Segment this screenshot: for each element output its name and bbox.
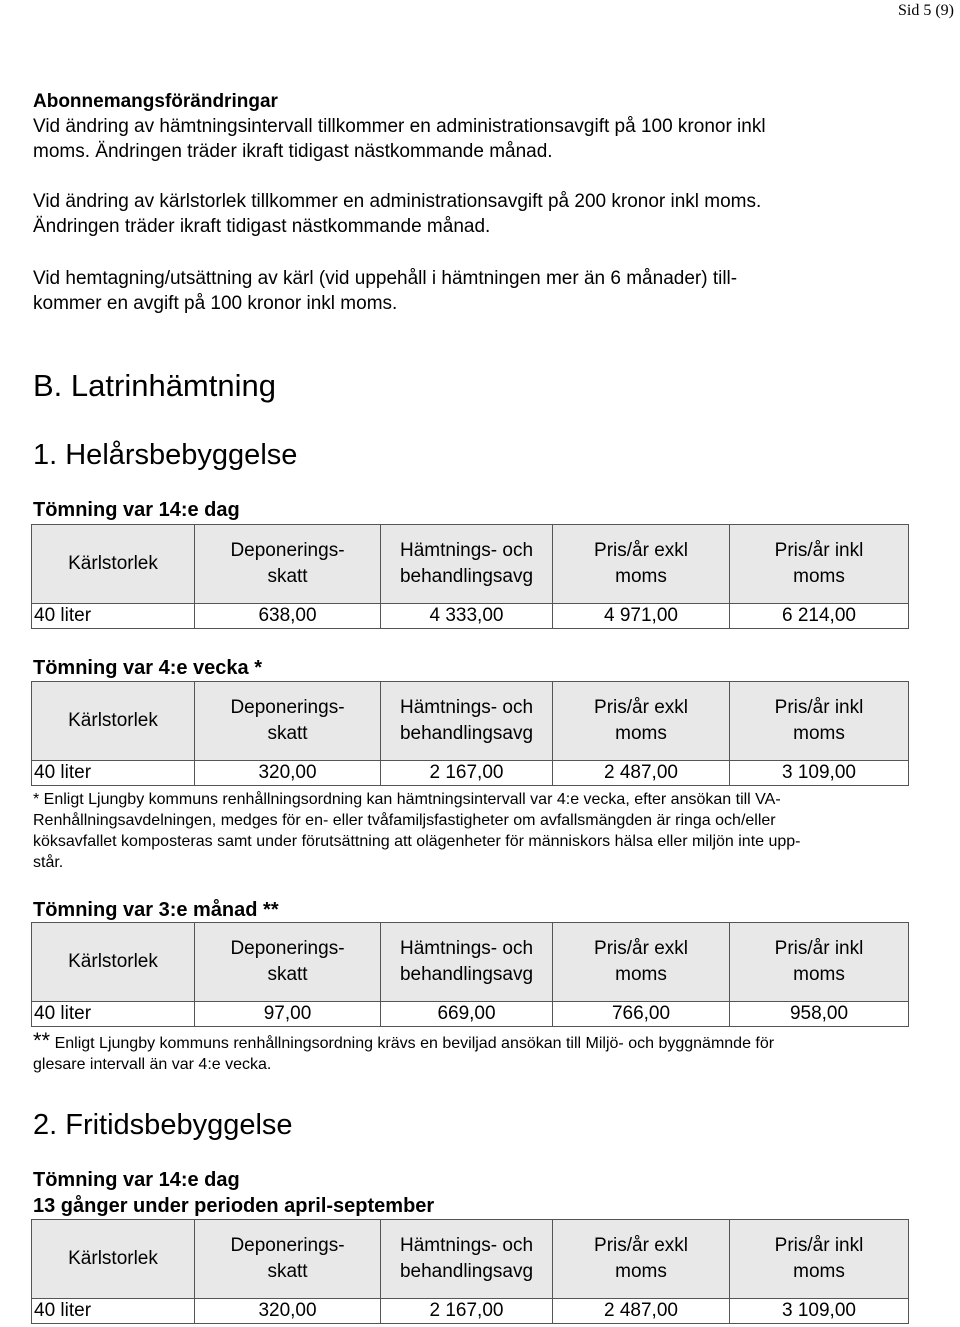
section-b-heading: B. Latrinhämtning <box>33 368 276 403</box>
footnote-double-star <box>33 1030 913 1075</box>
table-row <box>32 1299 909 1324</box>
header-deposit-tax: Deponerings- skatt <box>195 923 381 1002</box>
header-price-excl-vat: Pris/år exkl moms <box>553 1220 730 1299</box>
cell-excl: 2 487,00 <box>553 761 730 786</box>
cell-fee: 2 167,00 <box>381 761 553 786</box>
cell-deposit: 320,00 <box>195 761 381 786</box>
cell-fee: 2 167,00 <box>381 1299 553 1324</box>
table-row <box>32 1002 909 1027</box>
table-heading: Tömning var 14:e dag <box>33 499 240 521</box>
header-price-excl-vat: Pris/år exkl moms <box>553 682 730 761</box>
cell-size: 40 liter <box>32 604 195 629</box>
cell-excl: 4 971,00 <box>553 604 730 629</box>
table-heading: Tömning var 4:e vecka * <box>33 657 262 679</box>
footnote-star: * Enligt Ljungby kommuns renhållningsordning kan hämtningsintervall var 4:e vecka, efter ansökan till VA- Renhållningsavdelningen, medges för en- eller tvåfamiljsfastigheter om avfallsmängden är ringa och/eller köksavfallet komposteras samt under förutsättning att olägenheter för människors hälsa eller miljön inte upp- står. <box>33 791 801 871</box>
header-collection-fee: Hämtnings- och behandlingsavg <box>381 525 553 604</box>
cell-size: 40 liter <box>32 1002 195 1027</box>
header-collection-fee: Hämtnings- och behandlingsavg <box>381 1220 553 1299</box>
section-2-heading: 2. Fritidsbebyggelse <box>33 1109 293 1141</box>
footnote-mark: ** <box>33 1028 51 1053</box>
table-row <box>32 604 909 629</box>
cell-incl: 3 109,00 <box>730 1299 909 1324</box>
paragraph-retrieval: Vid hemtagning/utsättning av kärl (vid uppehåll i hämtningen mer än 6 månader) till- kommer en avgift på 100 kronor inkl moms. <box>33 268 738 314</box>
cell-size: 40 liter <box>32 761 195 786</box>
header-collection-fee: Hämtnings- och behandlingsavg <box>381 923 553 1002</box>
footnote-text: Enligt Ljungby kommuns renhållningsordning krävs en beviljad ansökan till Miljö- och byggnämnde för glesare intervall än var 4:e vecka. <box>33 1035 775 1073</box>
header-price-incl-vat: Pris/år inkl moms <box>730 525 909 604</box>
cell-incl: 958,00 <box>730 1002 909 1027</box>
header-container-size: Kärlstorlek <box>32 923 195 1002</box>
cell-fee: 669,00 <box>381 1002 553 1027</box>
subscription-changes-title: Abonnemangsförändringar <box>33 91 278 112</box>
table-subheading: 13 gånger under perioden april-september <box>33 1195 435 1217</box>
cell-incl: 3 109,00 <box>730 761 909 786</box>
header-deposit-tax: Deponerings- skatt <box>195 682 381 761</box>
header-price-excl-vat: Pris/år exkl moms <box>553 525 730 604</box>
table-header-row <box>32 923 909 1002</box>
cell-deposit: 638,00 <box>195 604 381 629</box>
table-header-row <box>32 682 909 761</box>
table-heading: Tömning var 3:e månad ** <box>33 899 279 921</box>
header-price-incl-vat: Pris/år inkl moms <box>730 1220 909 1299</box>
cell-deposit: 97,00 <box>195 1002 381 1027</box>
page-number: Sid 5 (9) <box>898 2 954 19</box>
cell-excl: 766,00 <box>553 1002 730 1027</box>
header-container-size: Kärlstorlek <box>32 1220 195 1299</box>
table-header-row <box>32 525 909 604</box>
header-container-size: Kärlstorlek <box>32 525 195 604</box>
table-heading: Tömning var 14:e dag <box>33 1169 240 1191</box>
header-container-size: Kärlstorlek <box>32 682 195 761</box>
header-price-excl-vat: Pris/år exkl moms <box>553 923 730 1002</box>
price-table <box>31 681 909 786</box>
paragraph-interval-change: Vid ändring av hämtningsintervall tillkommer en administrationsavgift på 100 kronor inkl moms. Ändringen träder ikraft tidigast nästkommande månad. <box>33 116 766 162</box>
cell-fee: 4 333,00 <box>381 604 553 629</box>
cell-excl: 2 487,00 <box>553 1299 730 1324</box>
header-collection-fee: Hämtnings- och behandlingsavg <box>381 682 553 761</box>
cell-incl: 6 214,00 <box>730 604 909 629</box>
header-deposit-tax: Deponerings- skatt <box>195 1220 381 1299</box>
header-deposit-tax: Deponerings- skatt <box>195 525 381 604</box>
header-price-incl-vat: Pris/år inkl moms <box>730 682 909 761</box>
table-row <box>32 761 909 786</box>
header-price-incl-vat: Pris/år inkl moms <box>730 923 909 1002</box>
cell-size: 40 liter <box>32 1299 195 1324</box>
price-table <box>31 1219 909 1324</box>
price-table <box>31 524 909 629</box>
price-table <box>31 922 909 1027</box>
table-header-row <box>32 1220 909 1299</box>
paragraph-size-change: Vid ändring av kärlstorlek tillkommer en administrationsavgift på 200 kronor inkl moms. Ändringen träder ikraft tidigast nästkommande månad. <box>33 191 762 237</box>
section-1-heading: 1. Helårsbebyggelse <box>33 439 298 471</box>
cell-deposit: 320,00 <box>195 1299 381 1324</box>
